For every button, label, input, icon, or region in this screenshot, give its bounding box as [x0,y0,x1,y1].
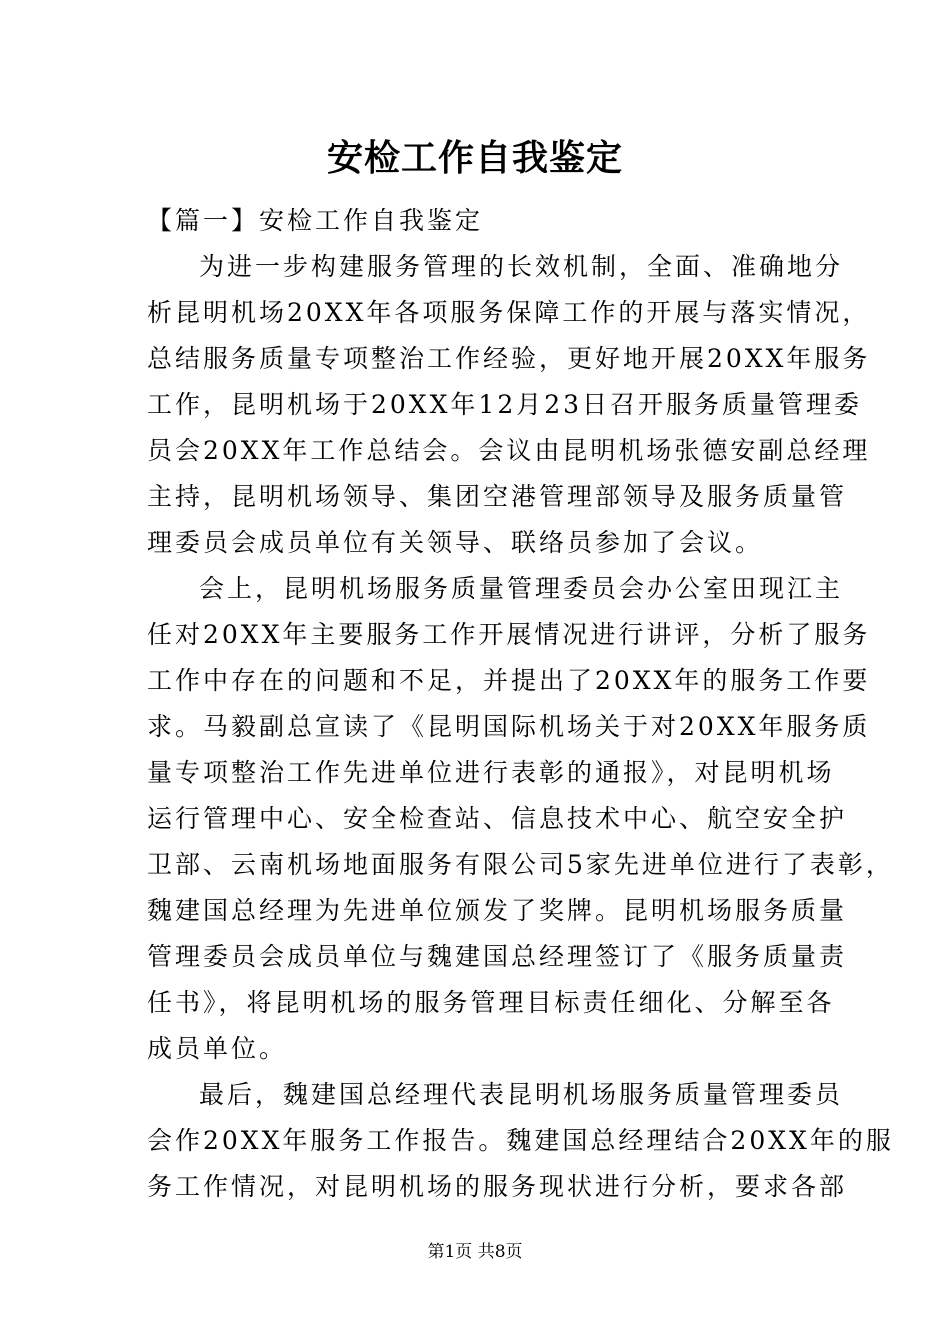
paragraph-line: 会作20XX年服务工作报告。魏建国总经理结合20XX年的服 [147,1126,894,1155]
paragraph-line: 量专项整治工作先进单位进行表彰的通报》，对昆明机场 [147,758,835,787]
paragraph-line: 成员单位。 [147,1034,288,1063]
document-body [147,198,894,1210]
paragraph-line: 析昆明机场20XX年各项服务保障工作的开展与落实情况， [147,298,871,327]
paragraph-line: 主持，昆明机场领导、集团空港管理部领导及服务质量管 [147,482,848,511]
paragraph [147,566,894,1072]
paragraph-line: 运行管理中心、安全检查站、信息技术中心、航空安全护 [147,804,848,833]
section-heading: 【篇一】安检工作自我鉴定 [147,206,484,235]
paragraph-line: 任书》，将昆明机场的服务管理目标责任细化、分解至各 [147,988,835,1017]
paragraph-line: 理委员会成员单位有关领导、联络员参加了会议。 [147,528,764,557]
paragraph-line: 为进一步构建服务管理的长效机制，全面、准确地分 [199,252,844,281]
paragraph-line: 管理委员会成员单位与魏建国总经理签订了《服务质量责 [147,942,848,971]
paragraph-line: 工作，昆明机场于20XX年12月23日召开服务质量管理委 [147,390,863,419]
paragraph-line: 会上，昆明机场服务质量管理委员会办公室田现江主 [199,574,844,603]
document-title: 安检工作自我鉴定 [326,137,623,179]
paragraph-line: 魏建国总经理为先进单位颁发了奖牌。昆明机场服务质量 [147,896,848,925]
paragraph-line: 最后，魏建国总经理代表昆明机场服务质量管理委员 [199,1080,844,1109]
paragraph-line: 工作中存在的问题和不足，并提出了20XX年的服务工作要 [147,666,871,695]
paragraph-line: 卫部、云南机场地面服务有限公司5家先进单位进行了表彰， [147,850,894,879]
paragraph-line: 总结服务质量专项整治工作经验，更好地开展20XX年服务 [147,344,871,373]
page-number-footer: 第1页 共8页 [427,1242,523,1262]
paragraph [147,1072,894,1210]
paragraph-line: 任对20XX年主要服务工作开展情况进行讲评，分析了服务 [147,620,871,649]
paragraph-line: 求。马毅副总宣读了《昆明国际机场关于对20XX年服务质 [147,712,871,741]
paragraph [147,244,871,566]
paragraph-line: 务工作情况，对昆明机场的服务现状进行分析，要求各部 [147,1172,848,1201]
paragraph-line: 员会20XX年工作总结会。会议由昆明机场张德安副总经理 [147,436,871,465]
